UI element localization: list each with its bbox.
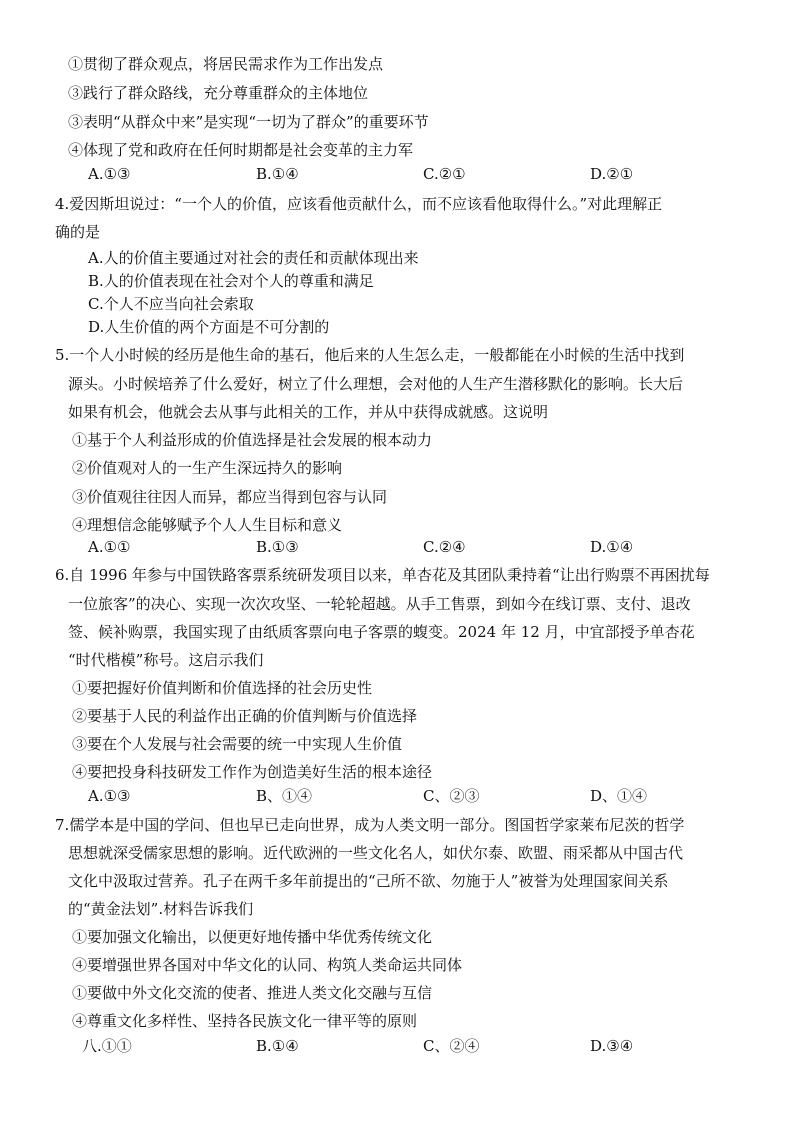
q7-option-d: D.③④ (590, 1037, 634, 1055)
q7-statement-4: ④尊重文化多样性、坚持各民族文化一律平等的原则 (72, 1012, 418, 1030)
q5-statement-4: ④理想信念能够赋予个人人生目标和意义 (72, 516, 343, 534)
q4-choice-c: C.个人不应当向社会索取 (88, 295, 254, 313)
q7-stem-line-2: 思想就深受儒家思想的影响。近代欧洲的一些文化名人，如伏尔泰、欧盟、雨采都从中国古代 (68, 844, 684, 862)
q5-stem-line-3: 如果有机会，他就会去从事与此相关的工作，并从中获得成就感。这说明 (68, 403, 549, 421)
q5-statement-2: ②价值观对人的一生产生深远持久的影响 (72, 459, 343, 477)
q6-statement-3: ③要在个人发展与社会需要的统一中实现人生价值 (72, 735, 403, 753)
q6-option-c: C、②③ (423, 787, 480, 805)
q3-options (0, 164, 793, 184)
q7-statement-2: ④要增强世界各国对中华文化的认同、构筑人类命运共同体 (72, 956, 463, 974)
q6-option-b: B、①④ (256, 787, 313, 805)
q3-statement-3: ③表明“从群众中来”是实现“一切为了群众”的重要环节 (68, 113, 429, 131)
q7-stem-line-1: 7.儒学本是中国的学问、但也早已走向世界，成为人类文明一部分。图国哲学家莱布尼茨的哲学 (55, 816, 685, 834)
q7-options (0, 1036, 793, 1056)
q4-choice-a: A.人的价值主要通过对社会的责任和贡献体现出来 (88, 249, 419, 267)
q5-option-b: B.①③ (256, 538, 299, 556)
q6-statement-2: ②要基于人民的利益作出正确的价值判断与价值选择 (72, 707, 418, 725)
q7-statement-3: ①要做中外文化交流的使者、推进人类文化交融与互信 (72, 984, 433, 1002)
q3-option-d: D.②① (590, 165, 634, 183)
q6-option-d: D、①④ (590, 787, 648, 805)
q3-statement-2: ③践行了群众路线，充分尊重群众的主体地位 (68, 84, 369, 102)
q3-option-b: B.①④ (256, 165, 299, 183)
q6-options (0, 786, 793, 806)
q3-option-a: A.①③ (88, 165, 131, 183)
q6-stem-line-1: 6.自 1996 年参与中国铁路客票系统研发项目以来，单杏花及其团队秉持着“让出行购票不再困扰每 (55, 566, 710, 584)
q5-stem-line-2: 源头。小时候培养了什么爱好，树立了什么理想，会对他的人生产生潜移默化的影响。长大后 (68, 375, 684, 393)
q5-statement-1: ①基于个人利益形成的价值选择是社会发展的根本动力 (72, 431, 433, 449)
q5-statement-3: ③价值观往往因人而异，都应当得到包容与认同 (72, 488, 388, 506)
q3-statement-4: ④体现了党和政府在任何时期都是社会变革的主力军 (68, 141, 414, 159)
q5-option-a: A.①① (88, 538, 131, 556)
q4-choice-d: D.人生价值的两个方面是不可分割的 (88, 318, 330, 336)
q3-option-c: C.②① (423, 165, 466, 183)
q4-choice-b: B.人的价值表现在社会对个人的尊重和满足 (88, 272, 374, 290)
q6-statement-4: ④要把投身科技研发工作作为创造美好生活的根本途径 (72, 763, 433, 781)
q4-stem-line-1: 4.爱因斯坦说过：“一个人的价值，应该看他贡献什么，而不应该看他取得什么。”对此理解正 (55, 195, 663, 213)
q7-option-a: 八.①① (82, 1037, 132, 1055)
q5-options (0, 537, 793, 557)
q7-stem-line-3: 文化中汲取过营养。孔子在两千多年前提出的“己所不欲、勿施于人”被誉为处理国家间关系 (68, 872, 669, 890)
q6-stem-line-4: “时代楷模”称号。这启示我们 (68, 651, 264, 669)
q5-option-c: C.②④ (423, 538, 466, 556)
q7-statement-1: ①要加强文化输出，以便更好地传播中华优秀传统文化 (72, 928, 433, 946)
q7-stem-line-4: 的“黄金法划”.材料告诉我们 (68, 900, 254, 918)
q3-statement-1: ①贯彻了群众观点，将居民需求作为工作出发点 (68, 55, 384, 73)
q6-stem-line-3: 签、候补购票，我国实现了由纸质客票向电子客票的蝮变。2024 年 12 月，中宜部授予单杏花 (68, 623, 695, 641)
q5-stem-line-1: 5.一个人小时候的经历是他生命的基石，他后来的人生怎么走，一般都能在小时候的生活中找到 (55, 346, 685, 364)
q7-option-b: B.①④ (256, 1037, 299, 1055)
q6-statement-1: ①要把握好价值判断和价值选择的社会历史性 (72, 679, 373, 697)
q6-option-a: A.①③ (88, 787, 131, 805)
q4-stem-line-2: 确的是 (55, 223, 101, 241)
q7-option-c: C、②④ (423, 1037, 480, 1055)
q6-stem-line-2: 一位旅客”的决心、实现一次次攻坚、一轮轮超越。从手工售票，到如今在线订票、支付、退改 (68, 595, 691, 613)
q5-option-d: D.①④ (590, 538, 634, 556)
